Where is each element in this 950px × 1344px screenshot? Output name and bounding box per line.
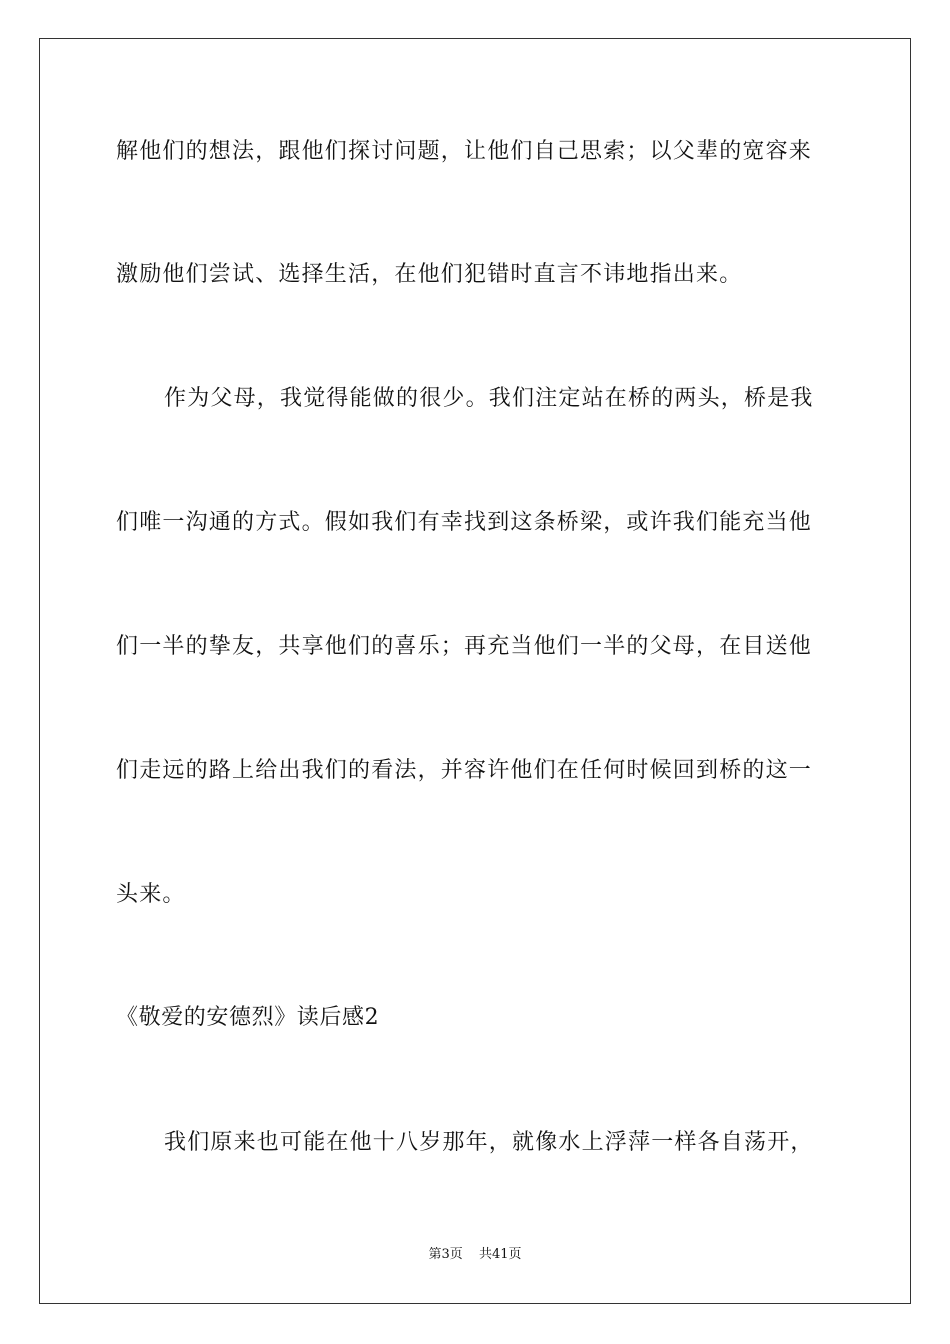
page-frame xyxy=(39,38,911,1304)
body-line-7: 头来。 xyxy=(116,882,186,907)
section-heading: 《敬爱的安德烈》读后感2 xyxy=(116,1005,380,1030)
page-current: 第3页 xyxy=(428,1247,463,1262)
page-footer xyxy=(0,1246,950,1264)
body-line-5: 们一半的挚友，共享他们的喜乐；再充当他们一半的父母，在目送他 xyxy=(116,634,813,659)
body-line-4: 们唯一沟通的方式。假如我们有幸找到这条桥梁，或许我们能充当他 xyxy=(116,510,813,535)
body-line-6: 们走远的路上给出我们的看法，并容许他们在任何时候回到桥的这一 xyxy=(116,758,813,783)
body-line-2: 激励他们尝试、选择生活，在他们犯错时直言不讳地指出来。 xyxy=(116,262,743,287)
body-line-8: 我们原来也可能在他十八岁那年，就像水上浮萍一样各自荡开， xyxy=(164,1130,814,1155)
body-line-3: 作为父母，我觉得能做的很少。我们注定站在桥的两头，桥是我 xyxy=(164,386,814,411)
body-line-1: 解他们的想法，跟他们探讨问题，让他们自己思索；以父辈的宽容来 xyxy=(116,139,813,164)
page-total: 共41页 xyxy=(478,1247,522,1262)
